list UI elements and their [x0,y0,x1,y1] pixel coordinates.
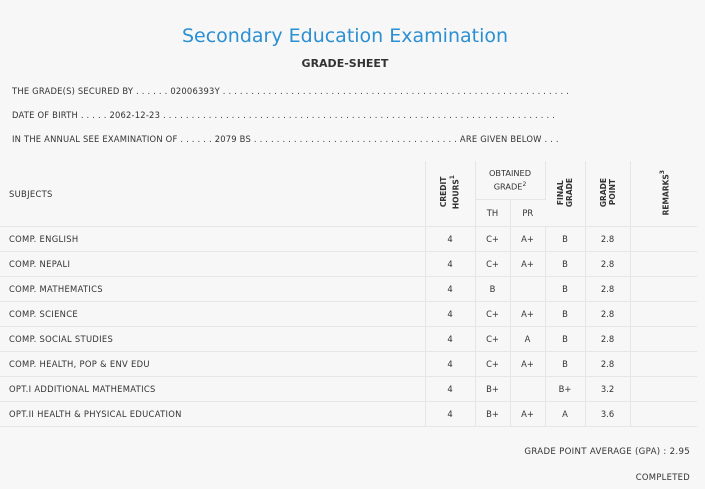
theory-grade-cell: B+ [475,377,510,402]
final-grade-cell: B+ [545,377,585,402]
practical-grade-cell [510,377,545,402]
credit-hours-cell: 4 [425,402,475,427]
examination-line: IN THE ANNUAL SEE EXAMINATION OF . . . . . . 2079 BS . . . . . . . . . . . . . . . . . . . . . . . . . . . . . . . . . . . . ARE GIVEN BELOW . . . [12,134,559,144]
grade-point-cell: 2.8 [585,227,630,252]
grades-secured-by-line: THE GRADE(S) SECURED BY . . . . . . 02006393Y . . . . . . . . . . . . . . . . . . . . . . . . . . . . . . . . . . . . . . . . . . . . . . . . . . . . . . . . . . . . . [12,86,570,96]
remarks-cell [630,377,697,402]
obtained-footnote-mark: 2 [522,181,527,189]
table-row [0,352,697,377]
theory-grade-cell: C+ [475,352,510,377]
theory-grade-cell: C+ [475,302,510,327]
result-status: COMPLETED [635,472,690,482]
final-grade-cell: B [545,277,585,302]
final-header-line2: GRADE [565,177,575,208]
theory-grade-cell: B [475,277,510,302]
remarks-cell [630,327,697,352]
remarks-cell [630,227,697,252]
grade-point-cell: 2.8 [585,352,630,377]
obtained-header-line2: GRADE [493,181,523,192]
theory-grade-cell: C+ [475,227,510,252]
subject-cell: COMP. SCIENCE [0,302,425,327]
credit-hours-cell: 4 [425,352,475,377]
subject-cell: COMP. MATHEMATICS [0,277,425,302]
credit-hours-cell: 4 [425,377,475,402]
credit-hours-cell: 4 [425,327,475,352]
table-header-row [0,161,697,200]
grade-point-cell: 2.8 [585,252,630,277]
remarks-footnote-mark: 3 [658,169,666,175]
theory-grade-cell: B+ [475,402,510,427]
remarks-cell [630,252,697,277]
theory-header: TH [475,200,510,227]
remarks-cell [630,302,697,327]
practical-grade-cell: A+ [510,352,545,377]
credit-header-line1: CREDIT [439,177,449,208]
grade-point-cell: 2.8 [585,327,630,352]
grade-point-cell: 3.2 [585,377,630,402]
table-row [0,402,697,427]
practical-header: PR [510,200,545,227]
theory-grade-cell: C+ [475,252,510,277]
grade-table [0,161,697,427]
credit-hours-cell: 4 [425,252,475,277]
credit-hours-header [425,161,475,227]
subject-cell: OPT.I ADDITIONAL MATHEMATICS [0,377,425,402]
practical-grade-cell [510,277,545,302]
grade-point-cell: 2.8 [585,277,630,302]
subject-cell: COMP. SOCIAL STUDIES [0,327,425,352]
final-grade-cell: B [545,227,585,252]
credit-hours-cell: 4 [425,227,475,252]
gpa-summary: GRADE POINT AVERAGE (GPA) : 2.95 [524,447,690,457]
practical-grade-cell: A+ [510,302,545,327]
final-grade-cell: B [545,327,585,352]
grade-sheet-heading: GRADE-SHEET [301,57,389,70]
subject-cell: OPT.II HEALTH & PHYSICAL EDUCATION [0,402,425,427]
final-grade-cell: A [545,402,585,427]
subject-cell: COMP. HEALTH, POP & ENV EDU [0,352,425,377]
practical-grade-cell: A+ [510,252,545,277]
remarks-cell [630,352,697,377]
obtained-header-line1: OBTAINED [488,168,532,179]
table-row [0,327,697,352]
grade-point-cell: 3.6 [585,402,630,427]
remarks-cell [630,402,697,427]
table-row [0,277,697,302]
subjects-header: SUBJECTS [0,161,425,227]
table-row [0,252,697,277]
final-grade-cell: B [545,302,585,327]
remarks-header [630,161,697,227]
gp-header-line2: POINT [607,179,617,206]
table-row [0,377,697,402]
subject-cell: COMP. ENGLISH [0,227,425,252]
credit-footnote-mark: 1 [449,175,457,180]
credit-hours-cell: 4 [425,302,475,327]
final-grade-cell: B [545,252,585,277]
grade-point-cell: 2.8 [585,302,630,327]
grade-point-header [585,161,630,227]
theory-grade-cell: C+ [475,327,510,352]
table-row [0,227,697,252]
page-title: Secondary Education Examination [181,25,509,47]
practical-grade-cell: A [510,327,545,352]
remarks-cell [630,277,697,302]
final-grade-cell: B [545,352,585,377]
final-header-line1: FINAL [556,180,566,205]
remarks-header-label: REMARKS [661,174,671,216]
gp-header-line1: GRADE [598,177,608,208]
final-grade-header [545,161,585,227]
credit-hours-cell: 4 [425,277,475,302]
credit-header-line2: HOURS [451,179,461,210]
table-row [0,302,697,327]
subject-cell: COMP. NEPALI [0,252,425,277]
practical-grade-cell: A+ [510,402,545,427]
practical-grade-cell: A+ [510,227,545,252]
obtained-grade-header [475,161,545,200]
date-of-birth-line: DATE OF BIRTH . . . . . 2062-12-23 . . . . . . . . . . . . . . . . . . . . . . . . . . . . . . . . . . . . . . . . . . . . . . . . . . . . . . . . . . . . . . . . . . . . . [12,110,556,120]
